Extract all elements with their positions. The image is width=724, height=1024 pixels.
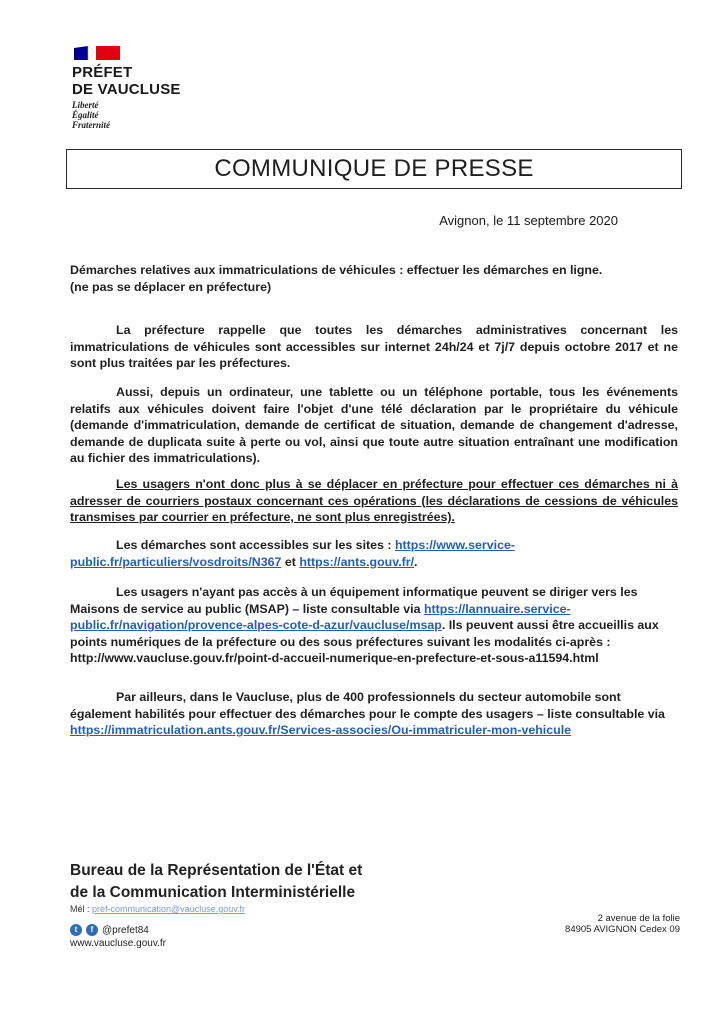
document-title: COMMUNIQUE DE PRESSE [214, 155, 534, 182]
msap-link[interactable]: https://lannuaire.service-public.fr/navigation/provence-alpes-cote-d-azur/vaucluse/msap [70, 601, 571, 632]
email-label: Mél : [70, 904, 93, 914]
logo-title-line1: PRÉFET [72, 64, 133, 81]
address-line2: 84905 AVIGNON Cedex 09 [565, 924, 680, 935]
bureau-name [70, 860, 362, 904]
email-link[interactable]: pref-communication@vaucluse.gouv.fr [92, 904, 246, 914]
logo-motto [72, 100, 110, 130]
immatriculation-link[interactable]: https://immatriculation.ants.gouv.fr/Services-associes/Ou-immatriculer-mon-vehicule [70, 723, 572, 737]
dateline: Avignon, le 11 septembre 2020 [439, 213, 618, 228]
paragraph-5-intro: Les usagers n'ayant pas accès à un équipement informatique peuvent se diriger vers les Maisons de service au public (MSAP) – liste consultable via [70, 585, 638, 616]
paragraph-4 [70, 537, 678, 570]
paragraph-2-text: Aussi, depuis un ordinateur, une tablette ou un téléphone portable, tous les événements relatifs aux véhicules doivent faire l'objet d'une télé déclaration par le propriétaire du véhicule (demande d'immatriculation, demande de certificat de situation, demande de changement d'adresse, demande de duplicata suite à perte ou vol, ainsi que toute autre situation entraînant une modification au fichier des immatriculations). [70, 385, 678, 465]
facebook-icon[interactable]: f [86, 924, 98, 936]
logo-title [72, 64, 181, 98]
website[interactable]: www.vaucluse.gouv.fr [70, 938, 166, 949]
logo-title-line2: DE VAUCLUSE [72, 81, 181, 98]
email-line [70, 904, 245, 914]
postal-address [565, 913, 680, 935]
address-line1: 2 avenue de la folie [597, 913, 680, 924]
motto-fraternite: Fraternité [72, 120, 111, 130]
paragraph-6 [70, 689, 678, 739]
paragraph-4-end: . [414, 554, 418, 569]
paragraph-3-text: Les usagers n'ont donc plus à se déplacer en préfecture pour effectuer ces démarches ni à adresser de courriers postaux concernant ces opérations (les déclarations de cessions de véhicules transmises par courrier en préfecture, ne sont plus enregistrées). [70, 477, 678, 524]
bureau-line1: Bureau de la Représentation de l'État et [70, 862, 363, 879]
paragraph-1-text: La préfecture rappelle que toutes les démarches administratives concernant les immatriculations de véhicules sont accessibles sur internet 24h/24 et 7j/7 depuis octobre 2017 et ne sont plus traitées par les préfectures. [70, 323, 678, 370]
paragraph-4-and: et [281, 554, 300, 569]
paragraph-2 [70, 384, 678, 467]
service-public-link[interactable]: https://www.service-public.fr/particuliers/vosdroits/N367 [70, 538, 515, 569]
marianne-flag-logo [72, 45, 122, 61]
ants-link[interactable]: https://ants.gouv.fr/ [299, 554, 415, 569]
subject [70, 262, 660, 295]
social-handle: @prefet84 [102, 924, 149, 936]
paragraph-3 [70, 476, 678, 526]
subject-line2: (ne pas se déplacer en préfecture) [70, 279, 272, 294]
paragraph-5-rest: . Ils peuvent aussi être accueillis aux points numériques de la préfecture ou des sous préfectures suivant les modalités ci-après : http://www.vaucluse.gouv.fr/point-d-accueil-numerique-en-prefecture-et-sous-a11594.html [70, 618, 659, 665]
paragraph-6-intro: Par ailleurs, dans le Vaucluse, plus de 400 professionnels du secteur automobile sont également habilités pour effectuer des démarches pour le compte des usagers – liste consultable via [70, 690, 665, 721]
paragraph-1 [70, 322, 678, 372]
motto-egalite: Égalité [72, 110, 99, 120]
subject-line1: Démarches relatives aux immatriculations de véhicules : effectuer les démarches en ligne. [70, 263, 603, 277]
twitter-icon[interactable]: t [70, 924, 82, 936]
paragraph-5 [70, 584, 678, 667]
paragraph-4-intro: Les démarches sont accessibles sur les sites : [116, 538, 395, 552]
title-box [66, 149, 682, 189]
motto-liberte: Liberté [72, 100, 99, 110]
bureau-line2: de la Communication Interministérielle [70, 884, 356, 901]
social-line [70, 924, 149, 936]
